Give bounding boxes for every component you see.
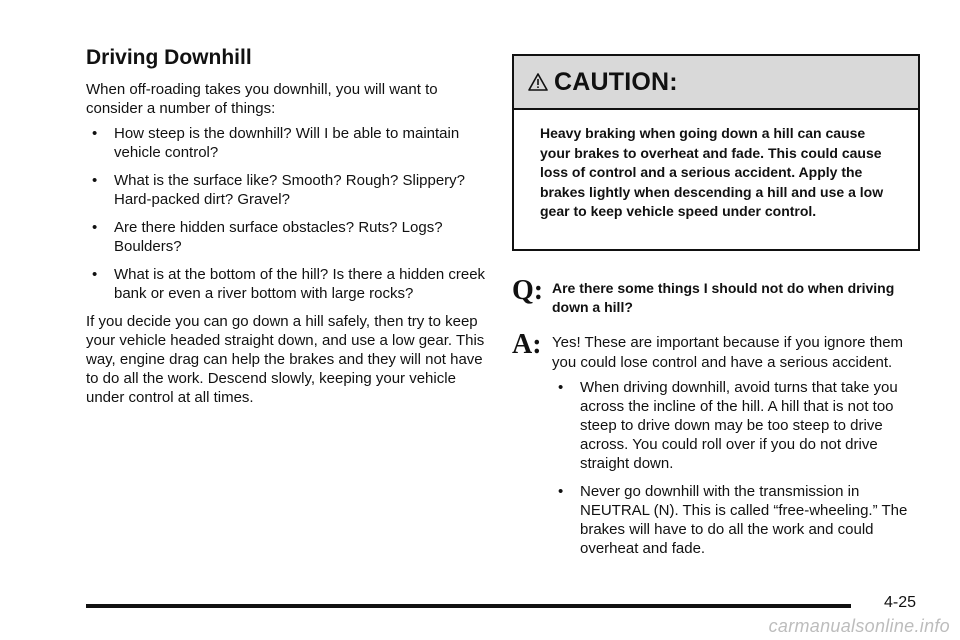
list-item-text: When driving downhill, avoid turns that take you across the incline of the hill. A hill that is not too steep to drive down may be too steep to drive across. You could roll over if you do not drive straight down. [580, 379, 898, 472]
question-text: Are there some things I should not do when driving down a hill? [552, 280, 895, 315]
answer-block [512, 329, 924, 558]
considerations-list [86, 124, 494, 303]
left-column [86, 44, 494, 407]
list-item-text: Are there hidden surface obstacles? Ruts? Logs? Boulders? [114, 219, 443, 255]
caution-box [512, 54, 920, 251]
question-block [512, 275, 924, 317]
section-heading: Driving Downhill [86, 46, 252, 69]
caution-header [514, 56, 918, 110]
list-item-text: Never go downhill with the transmission in NEUTRAL (N). This is called “free-wheeling.” The brakes will have to do all the work and could overheat and fade. [580, 483, 908, 557]
right-column [512, 54, 924, 567]
bullet-icon: • [558, 379, 564, 396]
list-item-text: What is the surface like? Smooth? Rough? Slippery? Hard-packed dirt? Gravel? [114, 172, 466, 208]
warning-triangle-icon [528, 72, 548, 92]
bullet-icon: • [558, 483, 564, 500]
watermark: carmanualsonline.info [768, 616, 950, 636]
page-number: 4-25 [884, 594, 917, 611]
caution-title: CAUTION: [554, 67, 678, 96]
list-item-text: What is at the bottom of the hill? Is there a hidden creek bank or even a river bottom with large rocks? [114, 266, 486, 302]
list-item [552, 482, 924, 558]
bullet-icon: • [92, 172, 98, 189]
closing-paragraph: If you decide you can go down a hill safely, then try to keep your vehicle headed straight down, and use a low gear. This way, engine drag can help the brakes and they will not have to do all the work. Descend slowly, keeping your vehicle under control at all times. [86, 313, 485, 406]
bullet-icon: • [92, 125, 98, 142]
list-item [552, 378, 924, 473]
list-item [86, 171, 494, 209]
bullet-icon: • [92, 219, 98, 236]
answer-mark-label: A: [512, 329, 542, 360]
bullet-icon: • [92, 266, 98, 283]
list-item [86, 124, 494, 162]
intro-paragraph: When off-roading takes you downhill, you will want to consider a number of things: [86, 81, 438, 117]
list-item [86, 265, 494, 303]
list-item-text: How steep is the downhill? Will I be able to maintain vehicle control? [114, 125, 460, 161]
question-mark-label: Q: [512, 275, 544, 306]
footer-rule [86, 604, 851, 608]
answer-text: Yes! These are important because if you ignore them you could lose control and have a serious accident. [552, 334, 904, 371]
caution-text: Heavy braking when going down a hill can cause your brakes to overheat and fade. This could cause loss of control and a serious accident. Apply the brakes lightly when descending a hill and use a low gear to keep vehicle speed under control. [540, 125, 884, 219]
answer-list [552, 378, 924, 558]
list-item [86, 218, 494, 256]
